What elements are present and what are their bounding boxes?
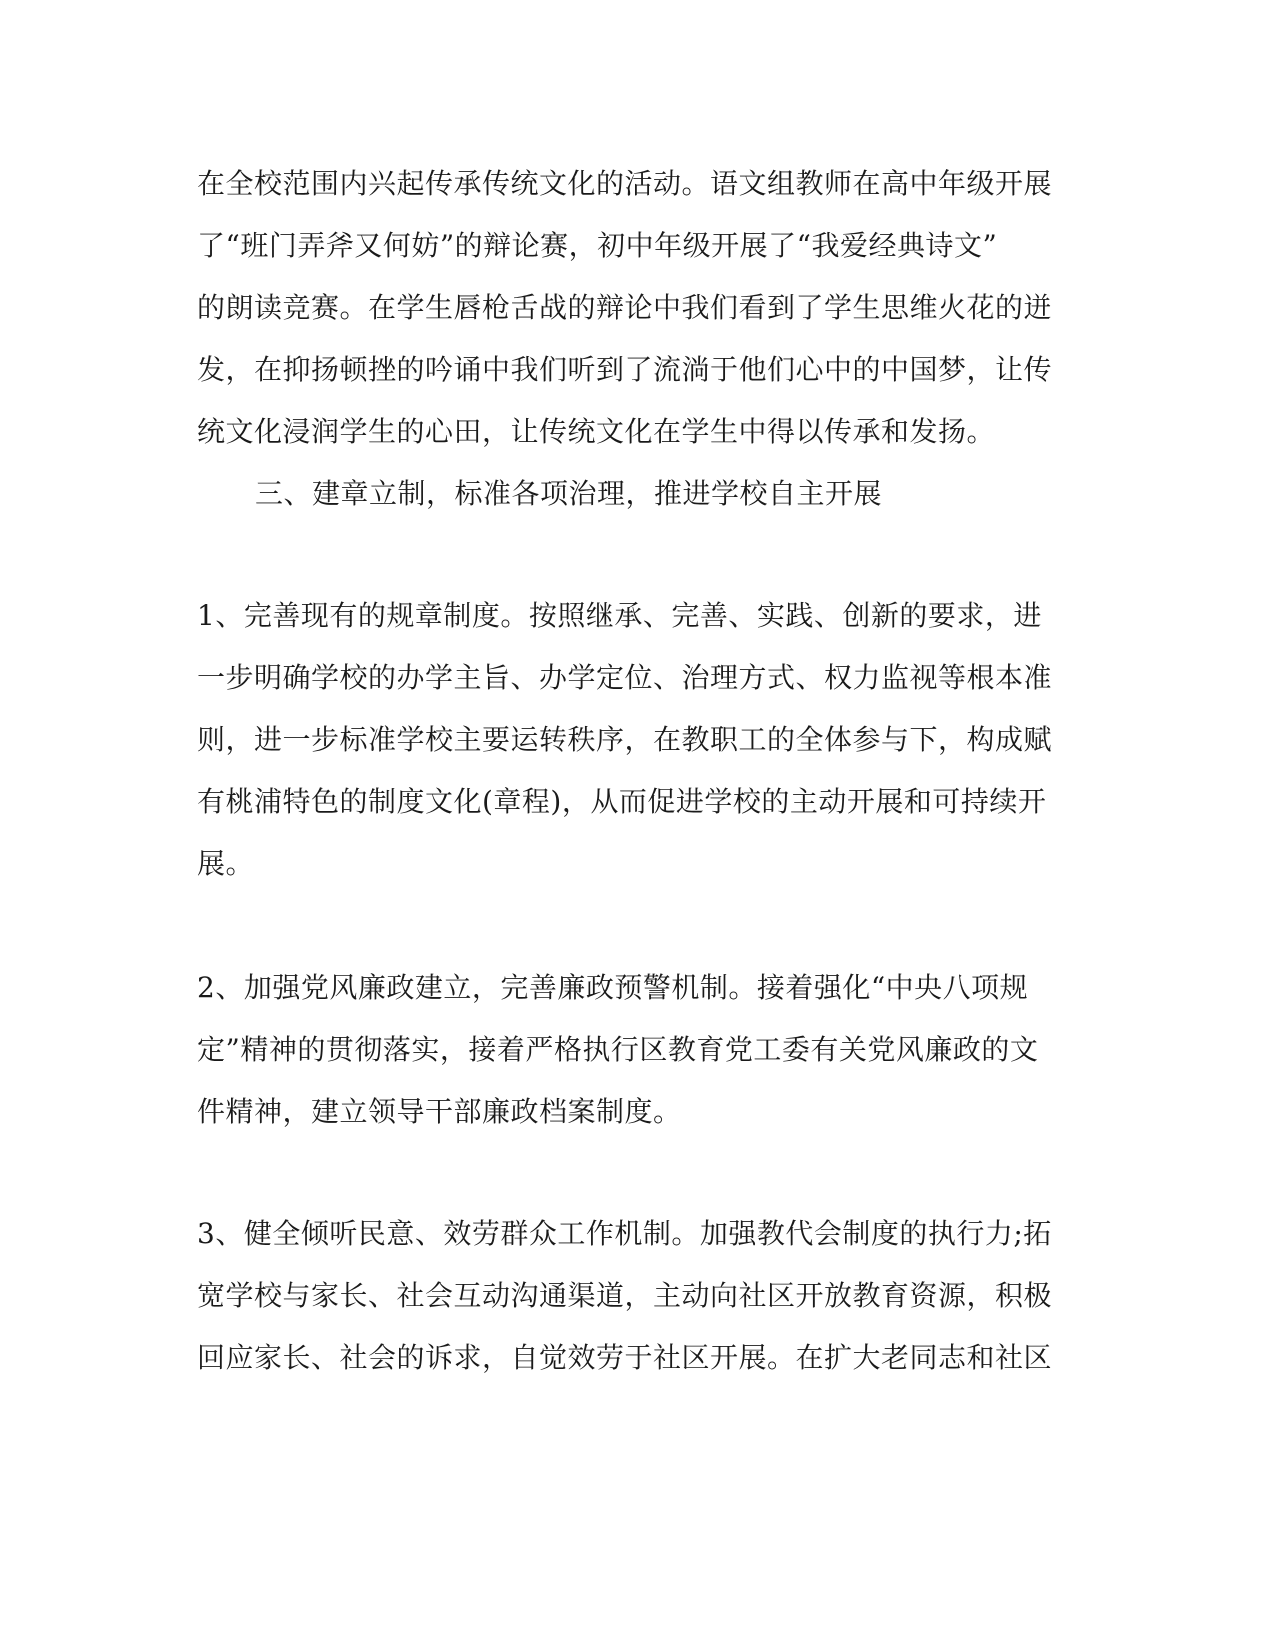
intro-line-5: 统文化浸润学生的心田，让传统文化在学生中得以传承和发扬。 [197,415,996,448]
item1-line-3: 则，进一步标准学校主要运转秩序，在教职工的全体参与下，构成赋 [197,723,1053,756]
intro-line-3: 的朗读竞赛。在学生唇枪舌战的辩论中我们看到了学生思维火花的迸 [197,291,1053,324]
item2-line-2: 定”精神的贯彻落实，接着严格执行区教育党工委有关党风廉政的文 [197,1033,1039,1066]
item1-line-2: 一步明确学校的办学主旨、办学定位、治理方式、权力监视等根本准 [197,661,1053,694]
intro-line-4: 发，在抑扬顿挫的吟诵中我们听到了流淌于他们心中的中国梦，让传 [197,353,1053,386]
item3-line-3: 回应家长、社会的诉求，自觉效劳于社区开展。在扩大老同志和社区 [197,1341,1053,1374]
item1-line-1: 1、完善现有的规章制度。按照继承、完善、实践、创新的要求，进 [197,599,1042,632]
intro-line-2: 了“班门弄斧又何妨”的辩论赛，初中年级开展了“我爱经典诗文” [197,229,998,262]
item1-line-4: 有桃浦特色的制度文化(章程)，从而促进学校的主动开展和可持续开 [197,785,1047,818]
item2-line-3: 件精神，建立领导干部廉政档案制度。 [197,1095,682,1128]
item2-line-1: 2、加强党风廉政建立，完善廉政预警机制。接着强化“中央八项规 [197,971,1029,1004]
item3-line-2: 宽学校与家长、社会互动沟通渠道，主动向社区开放教育资源，积极 [197,1279,1053,1312]
item3-line-1: 3、健全倾听民意、效劳群众工作机制。加强教代会制度的执行力;拓 [197,1217,1052,1250]
section-heading: 三、建章立制，标准各项治理，推进学校自主开展 [255,477,883,510]
intro-line-1: 在全校范围内兴起传承传统文化的活动。语文组教师在高中年级开展 [197,167,1053,200]
item1-line-5: 展。 [197,847,255,880]
